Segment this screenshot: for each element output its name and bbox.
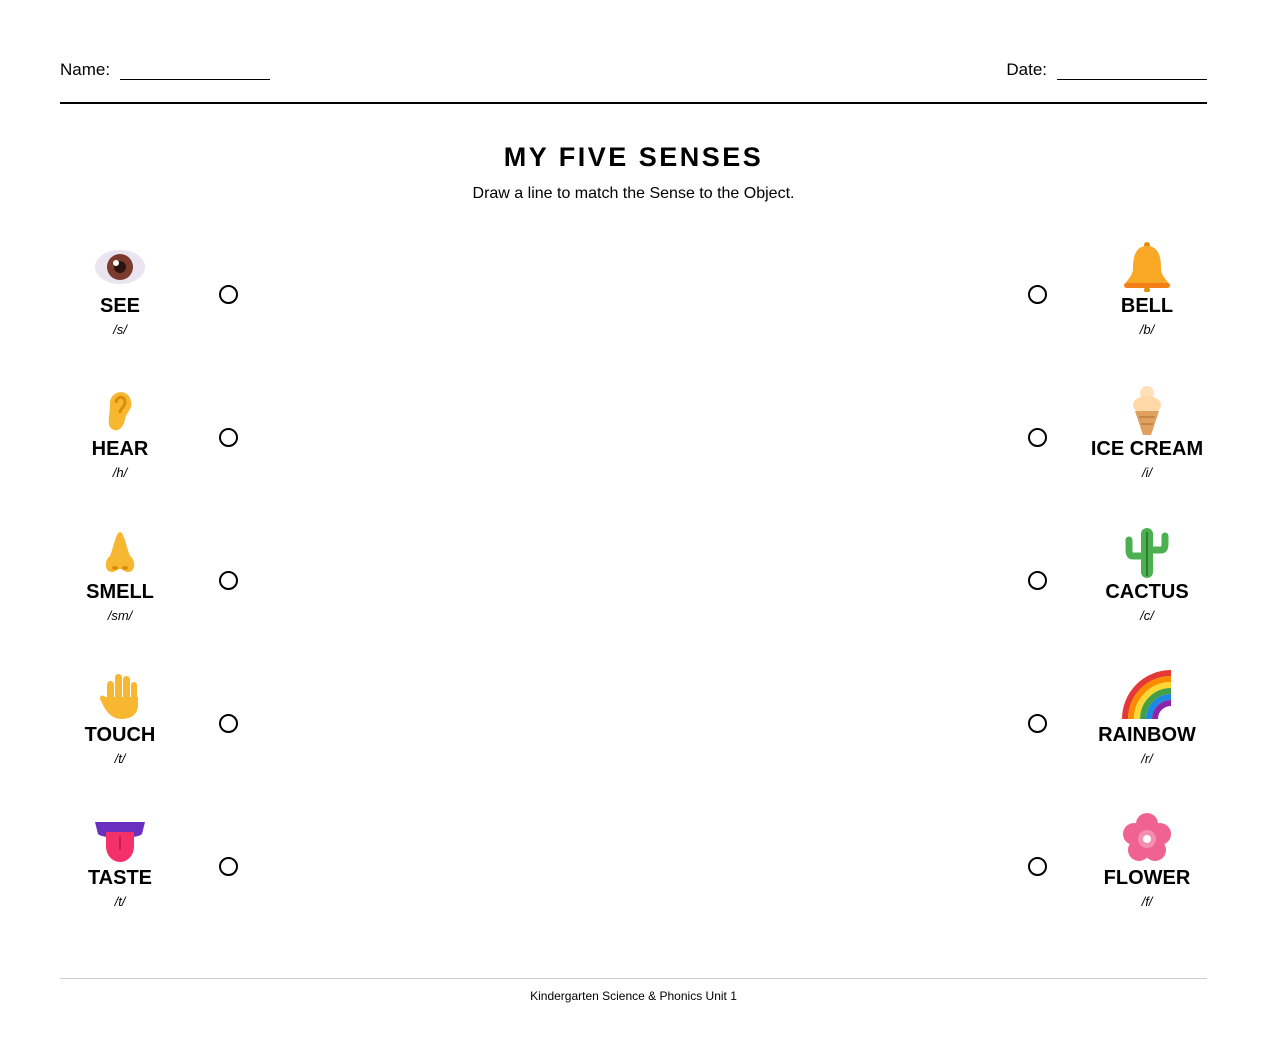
sense-connector-dot[interactable] — [219, 571, 238, 590]
sense-item — [55, 812, 185, 909]
object-item — [1082, 669, 1212, 766]
flower-icon — [1121, 812, 1173, 864]
name-label: Name: — [60, 60, 111, 79]
object-sound: /i/ — [1141, 465, 1153, 480]
object-word: BELL — [1120, 295, 1174, 317]
object-word: FLOWER — [1103, 867, 1191, 889]
name-field — [60, 60, 270, 80]
sense-word: TASTE — [87, 867, 153, 889]
object-item — [1082, 526, 1212, 623]
object-sound: /b/ — [1139, 322, 1155, 337]
worksheet-title: MY FIVE SENSES — [503, 142, 764, 172]
object-connector-dot[interactable] — [1028, 428, 1047, 447]
object-sound: /c/ — [1140, 608, 1154, 623]
eye-icon — [94, 240, 146, 292]
instructions: Draw a line to match the Sense to the Object. — [472, 185, 795, 202]
sense-word: SEE — [99, 295, 141, 317]
date-label: Date: — [1006, 60, 1047, 79]
object-connector-dot[interactable] — [1028, 714, 1047, 733]
sense-item — [55, 240, 185, 337]
sense-item — [55, 526, 185, 623]
object-word: CACTUS — [1105, 581, 1189, 603]
sense-sound: /t/ — [114, 751, 126, 766]
object-sound: /f/ — [1141, 894, 1153, 909]
object-item — [1082, 812, 1212, 909]
object-word: RAINBOW — [1098, 724, 1196, 746]
sense-connector-dot[interactable] — [219, 714, 238, 733]
bell-icon — [1121, 240, 1173, 292]
object-sound: /r/ — [1141, 751, 1153, 766]
ice-cream-icon — [1121, 383, 1173, 435]
sense-word: TOUCH — [84, 724, 156, 746]
sense-connector-dot[interactable] — [219, 285, 238, 304]
rainbow-icon — [1121, 669, 1173, 721]
date-field — [1006, 60, 1207, 80]
sense-sound: /s/ — [113, 322, 127, 337]
object-item — [1082, 383, 1212, 480]
sense-sound: /t/ — [114, 894, 126, 909]
sense-word: HEAR — [91, 438, 149, 460]
object-connector-dot[interactable] — [1028, 857, 1047, 876]
sense-connector-dot[interactable] — [219, 857, 238, 876]
tongue-icon — [94, 812, 146, 864]
cactus-icon — [1121, 526, 1173, 578]
object-connector-dot[interactable] — [1028, 285, 1047, 304]
sense-sound: /h/ — [112, 465, 128, 480]
sense-sound: /sm/ — [107, 608, 133, 623]
object-word: ICE CREAM — [1090, 438, 1204, 460]
object-connector-dot[interactable] — [1028, 571, 1047, 590]
nose-icon — [94, 526, 146, 578]
sense-item — [55, 669, 185, 766]
ear-icon — [94, 383, 146, 435]
footer-text: Kindergarten Science & Phonics Unit 1 — [530, 989, 737, 1003]
date-blank[interactable] — [1057, 65, 1207, 80]
name-blank[interactable] — [120, 65, 270, 80]
hand-icon — [94, 669, 146, 721]
object-item — [1082, 240, 1212, 337]
worksheet-header — [60, 58, 1207, 104]
sense-item — [55, 383, 185, 480]
sense-word: SMELL — [86, 581, 154, 603]
sense-connector-dot[interactable] — [219, 428, 238, 447]
footer — [60, 978, 1207, 1003]
